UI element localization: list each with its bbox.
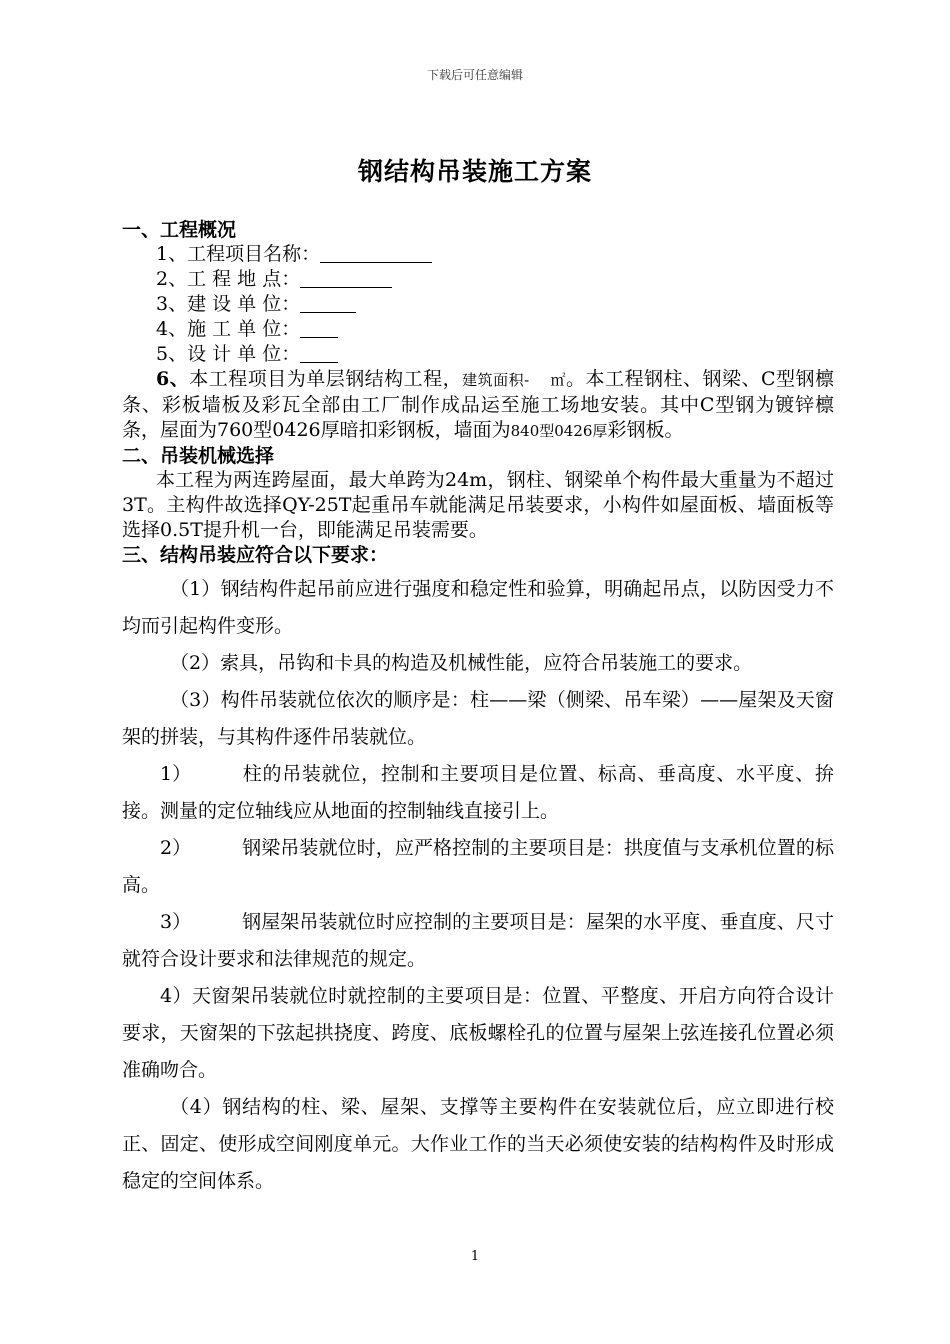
blank-line <box>300 268 392 288</box>
blank-line <box>300 293 356 313</box>
paragraph-item-6: 6、本工程项目为单层钢结构工程，建筑面积- ㎡。本工程钢柱、钢梁、C型钢檩条、彩板墙板及彩瓦全部由工厂制作成品运至施工场地安装。其中C型钢为镀锌檩条，屋面为760型0426厚暗扣彩钢板，墙面为840型0426厚彩钢板。 <box>122 368 834 441</box>
field-project-name: 1、工程项目名称： <box>122 242 834 267</box>
page-title: 钢结构吊装施工方案 <box>357 157 592 186</box>
paragraph-sub-2: 2） 钢梁吊装就位时，应严格控制的主要项目是：拱度值与支承机位置的标高。 <box>122 837 834 896</box>
section-heading-1: 一、工程概况 <box>122 219 237 241</box>
blank-line <box>300 318 338 338</box>
paragraph-req-1: （1）钢结构件起吊前应进行强度和稳定性和验算，明确起吊点，以防因受力不均而引起构件变形。 <box>122 578 834 637</box>
page-number: 1 <box>470 1249 480 1264</box>
header-note: 下载后可任意编辑 <box>426 68 523 82</box>
blank-line <box>320 243 432 263</box>
paragraph-crane-selection: 本工程为两连跨屋面，最大单跨为24m，钢柱、钢梁单个构件最大重量为不超过3T。主构件故选择QY-25T起重吊车就能满足吊装要求，小构件如屋面板、墙面板等选择0.5T提升机一台，即能满足吊装需要。 <box>122 469 834 541</box>
paragraph-req-3: （3）构件吊装就位依次的顺序是：柱——梁（侧梁、吊车梁）——屋架及天窗架的拼装，与其构件逐件吊装就位。 <box>122 689 834 748</box>
field-owner: 3、建 设 单 位： <box>122 292 834 317</box>
section-heading-3: 三、结构吊装应符合以下要求： <box>122 544 389 566</box>
paragraph-sub-1: 1） 柱的吊装就位，控制和主要项目是位置、标高、垂高度、水平度、拚接。测量的定位轴线应从地面的控制轴线直接引上。 <box>122 763 834 822</box>
paragraph-sub-3: 3） 钢屋架吊装就位时应控制的主要项目是：屋架的水平度、垂直度、尺寸就符合设计要求和法律规范的规定。 <box>122 911 834 970</box>
field-location: 2、工 程 地 点： <box>122 267 834 292</box>
document-body <box>122 218 834 1200</box>
section-heading-2: 二、吊装机械选择 <box>122 445 275 467</box>
paragraph-req-2: （2）索具，吊钩和卡具的构造及机械性能，应符合吊装施工的要求。 <box>170 652 753 674</box>
paragraph-sub-4: 4）天窗架吊装就位时就控制的主要项目是：位置、平整度、开启方向符合设计要求，天窗架的下弦起拱挠度、跨度、底板螺栓孔的位置与屋架上弦连接孔位置必须准确吻合。 <box>122 985 834 1081</box>
field-contractor: 4、施 工 单 位： <box>122 317 834 342</box>
blank-line <box>300 343 338 363</box>
field-designer: 5、设 计 单 位： <box>122 342 834 367</box>
paragraph-req-4: （4）钢结构的柱、梁、屋架、支撑等主要构件在安装就位后，应立即进行校正、固定、使形成空间刚度单元。大作业工作的当天必须使安装的结构构件及时形成稳定的空间体系。 <box>122 1096 834 1192</box>
